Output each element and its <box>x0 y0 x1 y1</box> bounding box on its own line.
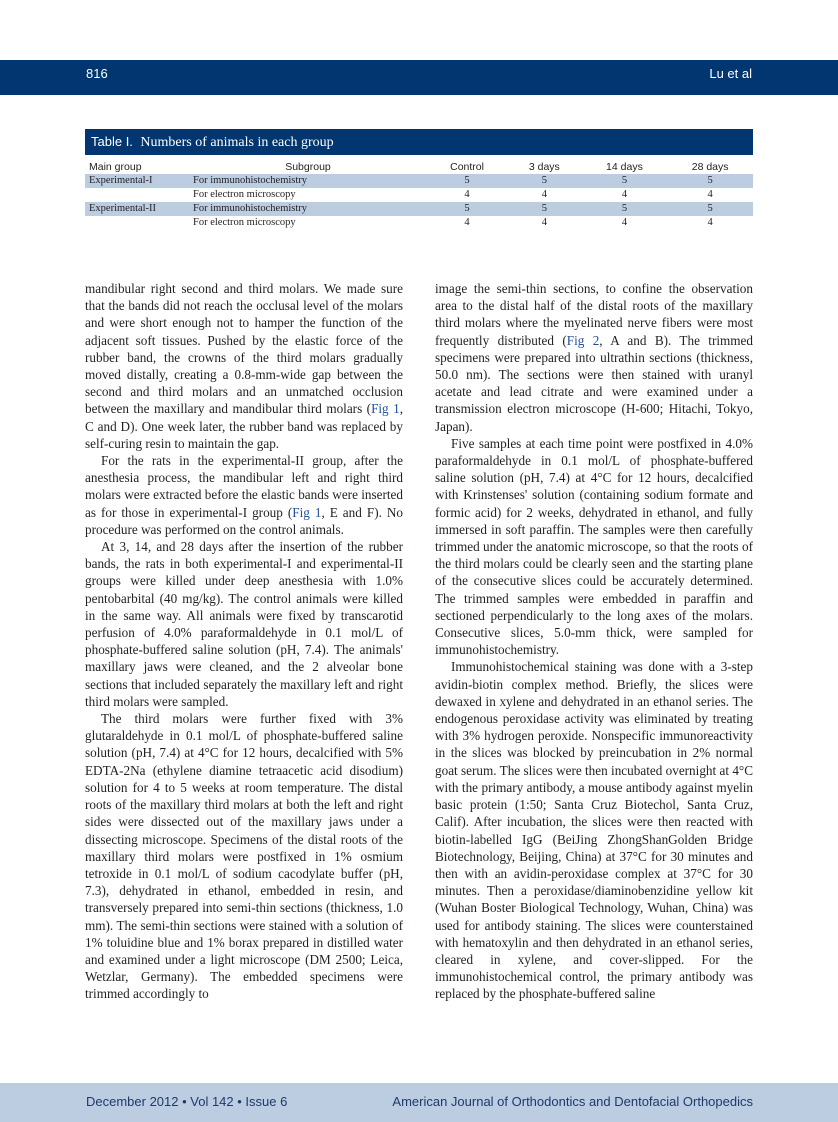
paragraph-text: , C and D). One week later, the rubber band was replaced by self-curing resin to maintain the gap. <box>85 401 404 451</box>
issue-info: December 2012 • Vol 142 • Issue 6 <box>86 1094 288 1109</box>
paragraph-text: For the rats in the experimental-II group, after the anesthesia process, the mandibular left and right third molars were extracted before the elastic bands were inserted as for those in experimental-I group ( <box>85 453 403 520</box>
paragraph: At 3, 14, and 28 days after the insertion of the rubber bands, the rats in both experimental-I and experimental-II groups were killed under deep anesthesia with 1.0% pentobarbital (40 mg/kg). The control animals were killed in the same way. All animals were fixed by transcarotid perfusion of 4.0% paraformaldehyde in 0.1 mol/L of phosphate-buffered saline solution (pH, 7.4). The animals' maxillary jaws were cleaned, and the 2 alveolar bone sections that included separately the maxillary left and right third molars were sampled. <box>85 539 403 709</box>
cell-control: 4 <box>464 189 470 200</box>
cell-subgroup: For immunohistochemistry <box>189 174 427 188</box>
paragraph-text: mandibular right second and third molars. We made sure that the bands did not reach the occlusal level of the molars and were short enough not to hamper the function of the adjacent soft tissues. Pushed by the elastic force of the rubber band, the crowns of the third molars gradually moved distally, creating a 0.8-mm-wide gap between the second and third molars and an unmatched occlusion between the maxillary and mandibular third molars ( <box>85 281 403 417</box>
paragraph-text: image the semi-thin sections, to confine the observation area to the distal half of the distal roots of the maxillary third molars where the myelinated nerve fibers were most frequently distributed ( <box>435 281 753 348</box>
col-header-control: Control <box>450 160 484 173</box>
cell-subgroup: For immunohistochemistry <box>189 202 427 216</box>
col-header-14-days: 14 days <box>606 160 643 173</box>
cell-14-days: 5 <box>582 174 668 188</box>
paragraph <box>85 452 403 538</box>
paragraph <box>435 280 753 435</box>
table-title <box>85 129 753 155</box>
col-header-subgroup: Subgroup <box>285 160 331 173</box>
cell-main-group: Experimental-I <box>85 174 189 188</box>
cell-28-days: 4 <box>707 189 713 200</box>
table-row <box>85 174 753 188</box>
journal-name: American Journal of Orthodontics and Dentofacial Orthopedics <box>392 1094 753 1109</box>
animals-table <box>85 159 753 230</box>
running-header <box>0 60 838 95</box>
table-header-row <box>85 159 753 174</box>
cell-main-group <box>85 216 189 230</box>
running-footer <box>0 1083 838 1122</box>
table-label: Table I. <box>91 134 133 149</box>
cell-3-days: 5 <box>507 174 582 188</box>
table-row <box>85 188 753 202</box>
cell-control: 5 <box>427 202 507 216</box>
cell-3-days: 4 <box>541 217 547 228</box>
col-header-28-days: 28 days <box>691 160 729 173</box>
cell-14-days: 5 <box>582 202 668 216</box>
paragraph-text: , E and F). No procedure was performed on the control animals. <box>85 504 403 537</box>
table-row <box>85 216 753 230</box>
cell-14-days: 4 <box>621 217 628 228</box>
cell-3-days: 4 <box>541 189 547 200</box>
cell-28-days: 5 <box>667 202 753 216</box>
col-header-main-group: Main group <box>89 160 142 173</box>
paragraph: Immunohistochemical staining was done with a 3-step avidin-biotin complex method. Briefly, the slices were dewaxed in xylene and dehydrated in an ethanol series. The endogenous peroxidase activity was eliminated by treating with 3% hydrogen peroxide. Nonspecific immunoreactivity in the slices was blocked by preincubation in 2% normal goat serum. The slices were then incubated overnight at 4°C with the primary antibody, a mouse antibody against myelin basic protein (1:50; Santa Cruz Biotechol, Santa Cruz, Calif). After incubation, the slices were then reacted with biotin-labelled IgG (BeiJing ZhongShanGolden Bridge Biotechnology, Beijing, China) at 37°C for 30 minutes and then with an avidin-peroxidase complex at 37°C for 30 minutes. Then a peroxidase/diaminobenzidine yellow kit (Wuhan Boster Biological Technology, Wuhan, China) was used for antibody staining. The slices were counterstained with hematoxylin and then dehydrated in an ethanol series, cleared in xylene, and cover-slipped. For the immunohistochemical control, the primary antibody was replaced by the phosphate-buffered saline <box>435 659 753 1002</box>
cell-3-days: 5 <box>507 202 582 216</box>
paragraph: Five samples at each time point were postfixed in 4.0% paraformaldehyde in 0.1 mol/L of phosphate-buffered saline solution (pH, 7.4) at 4°C for 12 hours, decalcified with Krinstenses' solution (containing sodium formate and formic acid) for 2 weeks, dehydrated in ethanol, and fully immersed in soft paraffin. The samples were then carefully trimmed under the anatomic microscope, so that the roots of the third molars could be clearly seen and the starting plane of the consecutive slices could be accurately determined. The trimmed samples were embedded in paraffin and sectioned perpendicularly to the long axes of the molars. Consecutive slices, 5.0-mm thick, were sampled for immunohistochemistry. <box>435 435 753 658</box>
cell-subgroup: For electron microscopy <box>193 189 296 200</box>
figure-link[interactable]: Fig 1 <box>371 401 400 417</box>
running-authors: Lu et al <box>709 66 752 81</box>
paragraph <box>85 280 403 452</box>
table-caption: Numbers of animals in each group <box>140 135 334 150</box>
paragraph-text: , A and B). The trimmed specimens were prepared into ultrathin sections (thickness, 50.0 nm). The sections were then stained with uranyl acetate and lead citrate and were examined under a transmission electron microscope (H-600; Hitachi, Tokyo, Japan). <box>435 332 753 434</box>
page-number: 816 <box>86 66 108 81</box>
cell-28-days: 5 <box>667 174 753 188</box>
figure-link[interactable]: Fig 1 <box>292 504 322 520</box>
figure-link[interactable]: Fig 2 <box>566 332 600 348</box>
body-column-left <box>85 280 403 1003</box>
table-1 <box>85 129 753 230</box>
cell-control: 5 <box>427 174 507 188</box>
cell-28-days: 4 <box>707 217 713 228</box>
cell-subgroup: For electron microscopy <box>193 217 296 228</box>
cell-main-group: Experimental-II <box>85 202 189 216</box>
cell-main-group <box>85 188 189 202</box>
col-header-3-days: 3 days <box>528 160 560 173</box>
cell-control: 4 <box>464 217 470 228</box>
cell-14-days: 4 <box>621 189 628 200</box>
body-column-right <box>435 280 753 1003</box>
paragraph: The third molars were further fixed with 3% glutaraldehyde in 0.1 mol/L of phosphate-buffered saline solution (pH, 7.4) at 4°C for 12 hours, decalcified with 5% EDTA-2Na (ethylene diamine tetraacetic acid disodium) solution for 4 to 5 weeks at room temperature. The distal roots of the maxillary third molars at both the left and right sides were dissected out of the maxillary jaws under a dissecting microscope. Specimens of the distal roots of the maxillary third molars were postfixed in 1% osmium tetroxide in 0.1 mol/L of sodium cacodylate buffer (pH, 7.3), dehydrated in ethanol, embedded in resin, and transversely prepared into semi-thin sections (thickness, 1.0 mm). The semi-thin sections were stained with a solution of 1% toluidine blue and 1% borax prepared in distilled water and examined under a light microscope (DM 2500; Leica, Wetzlar, Germany). The embedded specimens were trimmed accordingly to <box>85 711 403 1002</box>
table-row <box>85 202 753 216</box>
